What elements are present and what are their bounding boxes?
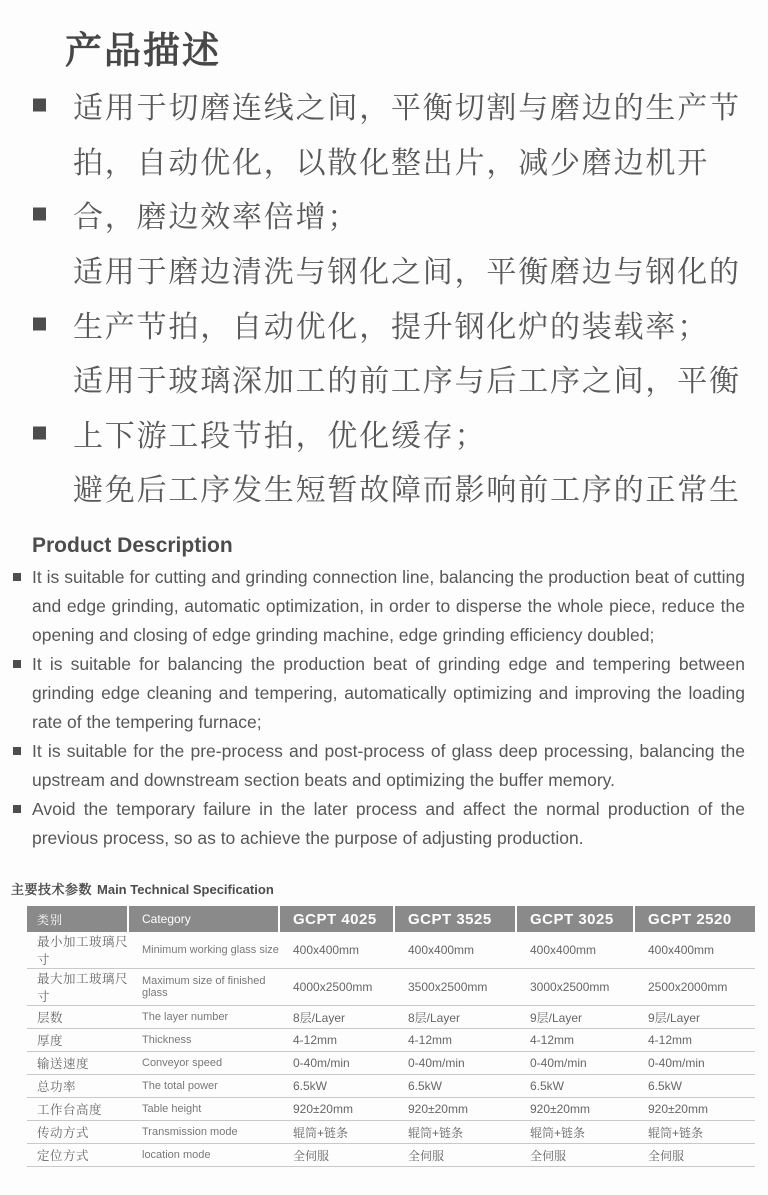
list-item	[0, 78, 768, 133]
table-row	[27, 1029, 755, 1052]
header-model: GCPT 3525	[395, 906, 517, 932]
spec-table	[27, 906, 755, 1167]
list-item	[0, 242, 768, 297]
cell-value: 4000x2500mm	[280, 969, 395, 1006]
cell-value: 920±20mm	[635, 1098, 755, 1121]
cell-value: 0-40m/min	[517, 1052, 635, 1075]
bullet-icon	[13, 805, 21, 813]
list-item	[0, 351, 768, 406]
en-item-text: It is suitable for cutting and grinding connection line, balancing the production beat of cutting and edge grinding, automatic optimization, in order to disperse the whole piece, reduce the opening and closing of edge grinding machine, edge grinding efficiency doubled;	[32, 567, 745, 645]
cell-value: 全伺服	[635, 1144, 755, 1167]
cell-value: 8层/Layer	[280, 1006, 395, 1029]
table-row	[27, 1098, 755, 1121]
cn-line-text: 生产节拍，自动优化，提升钢化炉的装载率；	[73, 310, 709, 344]
table-row	[27, 969, 755, 1006]
cn-line-text: 上下游工段节拍，优化缓存；	[73, 419, 487, 453]
cell-value: 3500x2500mm	[395, 969, 517, 1006]
en-bullet-list	[32, 563, 745, 853]
cell-value: 6.5kW	[517, 1075, 635, 1098]
cell-value: 9层/Layer	[635, 1006, 755, 1029]
list-item	[0, 296, 768, 351]
cell-value: 辊筒+链条	[395, 1121, 517, 1144]
row-label-cn: 定位方式	[27, 1144, 129, 1167]
cell-value: 4-12mm	[635, 1029, 755, 1052]
cn-line-text: 合，磨边效率倍增；	[73, 201, 360, 235]
bullet-icon	[13, 747, 21, 755]
list-item	[32, 563, 745, 650]
table-row	[27, 1144, 755, 1167]
bullet-icon	[13, 660, 21, 668]
table-row	[27, 1075, 755, 1098]
row-label-cn: 总功率	[27, 1075, 129, 1098]
row-label-cn: 输送速度	[27, 1052, 129, 1075]
cn-line-text: 拍，自动优化，以散化整出片，减少磨边机开	[73, 146, 709, 180]
cell-value: 2500x2000mm	[635, 969, 755, 1006]
spec-title-en: Main Technical Specification	[97, 882, 274, 897]
cell-value: 920±20mm	[280, 1098, 395, 1121]
row-label-cn: 层数	[27, 1006, 129, 1029]
header-model: GCPT 3025	[517, 906, 635, 932]
list-item	[0, 133, 768, 188]
cell-value: 0-40m/min	[280, 1052, 395, 1075]
table-row	[27, 932, 755, 969]
cell-value: 6.5kW	[280, 1075, 395, 1098]
spec-title-cn: 主要技术参数	[11, 882, 93, 897]
en-item-text: It is suitable for balancing the production beat of grinding edge and tempering between grinding edge cleaning and tempering, automatically optimizing and improving the loading rate of the tempering furnace;	[32, 654, 745, 732]
cell-value: 全伺服	[395, 1144, 517, 1167]
cell-value: 400x400mm	[280, 932, 395, 969]
cell-value: 400x400mm	[517, 932, 635, 969]
cn-section-title: 产品描述	[65, 30, 221, 71]
row-label-en: Conveyor speed	[129, 1052, 280, 1075]
cell-value: 6.5kW	[635, 1075, 755, 1098]
bullet-icon	[33, 99, 46, 112]
list-item	[32, 737, 745, 795]
cell-value: 400x400mm	[635, 932, 755, 969]
spec-section-title	[11, 879, 274, 898]
row-label-en: Table height	[129, 1098, 280, 1121]
list-item	[32, 650, 745, 737]
cn-bullet-list	[0, 78, 768, 515]
en-section-title: Product Description	[32, 534, 233, 557]
header-category-cn: 类别	[27, 906, 129, 932]
cell-value: 4-12mm	[517, 1029, 635, 1052]
row-label-en: Transmission mode	[129, 1121, 280, 1144]
table-row	[27, 1121, 755, 1144]
bullet-icon	[13, 573, 21, 581]
cell-value: 400x400mm	[395, 932, 517, 969]
en-item-text: It is suitable for the pre-process and post-process of glass deep processing, balancing the upstream and downstream section beats and optimizing the buffer memory.	[32, 741, 745, 790]
row-label-en: Thickness	[129, 1029, 280, 1052]
cell-value: 9层/Layer	[517, 1006, 635, 1029]
header-category-en: Category	[129, 906, 280, 932]
row-label-cn: 最大加工玻璃尺寸	[27, 969, 129, 1006]
cell-value: 辊筒+链条	[280, 1121, 395, 1144]
cn-line-text: 适用于切磨连线之间，平衡切割与磨边的生产节	[73, 92, 741, 126]
cell-value: 4-12mm	[280, 1029, 395, 1052]
bullet-icon	[33, 208, 46, 221]
row-label-en: The total power	[129, 1075, 280, 1098]
row-label-cn: 传动方式	[27, 1121, 129, 1144]
cell-value: 920±20mm	[395, 1098, 517, 1121]
cell-value: 辊筒+链条	[517, 1121, 635, 1144]
row-label-cn: 厚度	[27, 1029, 129, 1052]
en-item-text: Avoid the temporary failure in the later process and affect the normal production of the previous process, so as to achieve the purpose of adjusting production.	[32, 799, 745, 848]
list-item	[0, 187, 768, 242]
cell-value: 0-40m/min	[635, 1052, 755, 1075]
row-label-en: The layer number	[129, 1006, 280, 1029]
header-model: GCPT 4025	[280, 906, 395, 932]
row-label-en: location mode	[129, 1144, 280, 1167]
cell-value: 0-40m/min	[395, 1052, 517, 1075]
row-label-cn: 最小加工玻璃尺寸	[27, 932, 129, 969]
header-model: GCPT 2520	[635, 906, 755, 932]
bullet-icon	[33, 426, 46, 439]
cell-value: 全伺服	[517, 1144, 635, 1167]
row-label-cn: 工作台高度	[27, 1098, 129, 1121]
cell-value: 全伺服	[280, 1144, 395, 1167]
list-item	[0, 406, 768, 461]
bullet-icon	[33, 317, 46, 330]
cell-value: 4-12mm	[395, 1029, 517, 1052]
table-header-row	[27, 906, 755, 932]
cell-value: 6.5kW	[395, 1075, 517, 1098]
list-item	[0, 460, 768, 515]
cell-value: 920±20mm	[517, 1098, 635, 1121]
table-row	[27, 1052, 755, 1075]
cn-line-text: 适用于磨边清洗与钢化之间，平衡磨边与钢化的	[73, 256, 741, 290]
cn-line-text: 适用于玻璃深加工的前工序与后工序之间，平衡	[73, 365, 741, 399]
row-label-en: Maximum size of finished glass	[129, 969, 280, 1006]
cell-value: 辊筒+链条	[635, 1121, 755, 1144]
cell-value: 3000x2500mm	[517, 969, 635, 1006]
row-label-en: Minimum working glass size	[129, 932, 280, 969]
cell-value: 8层/Layer	[395, 1006, 517, 1029]
cn-line-text: 避免后工序发生短暂故障而影响前工序的正常生	[73, 474, 741, 508]
table-row	[27, 1006, 755, 1029]
list-item	[32, 795, 745, 853]
